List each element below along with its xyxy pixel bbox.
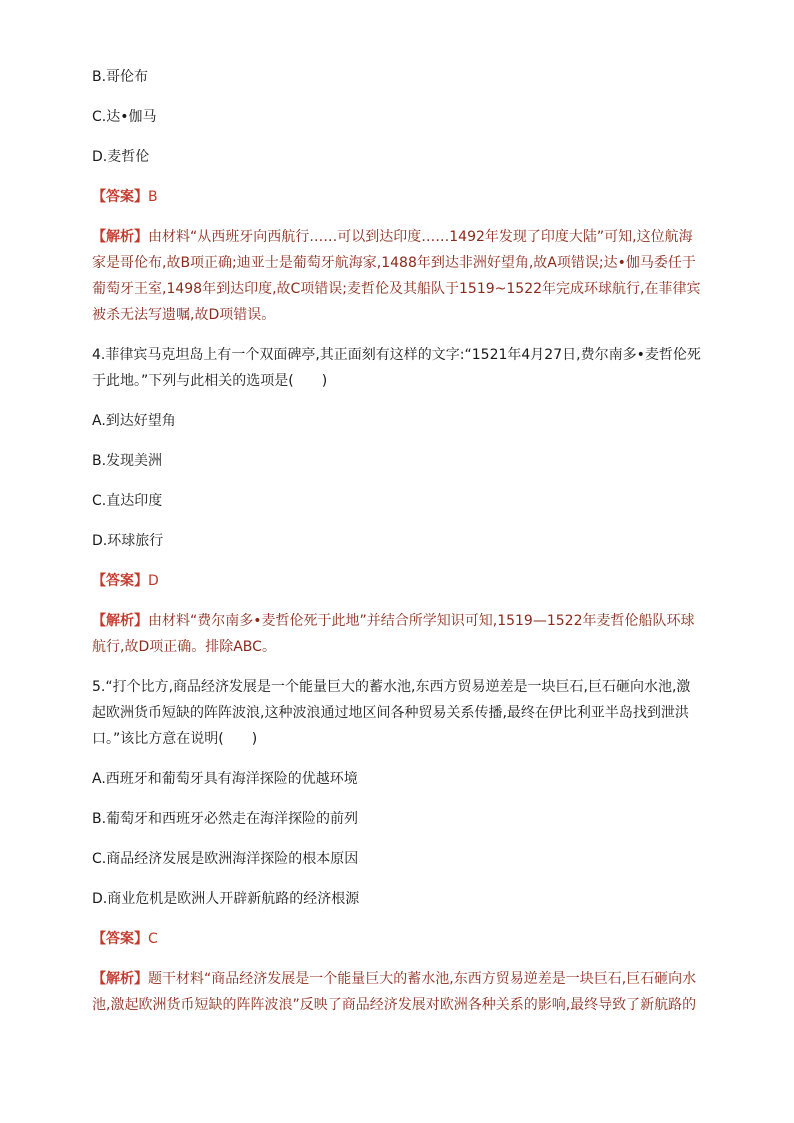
- explanation-text: 由材料“费尔南多•麦哲伦死于此地”并结合所学知识可知,1519—1522年麦哲伦船队环球航行,故D项正确。排除ABC。: [92, 613, 695, 655]
- answer-value: D: [148, 573, 159, 589]
- q4-option-b: B.发现美洲: [92, 453, 163, 469]
- q3-answer: [92, 184, 704, 210]
- q4-explanation: [92, 608, 704, 660]
- q4-option-d: D.环球旅行: [92, 533, 164, 549]
- q4-answer: [92, 568, 704, 594]
- answer-tag: 【答案】: [92, 931, 148, 947]
- q5-explanation: [92, 966, 704, 1018]
- answer-tag: 【答案】: [92, 573, 148, 589]
- explanation-tag: 【解析】: [92, 229, 148, 245]
- q4-option-a: A.到达好望角: [92, 413, 176, 429]
- explanation-text: 题干材料“商品经济发展是一个能量巨大的蓄水池,东西方贸易逆差是一块巨石,巨石砸向水池,激起欧洲货币短缺的阵阵波浪”反映了商品经济发展对欧洲各种关系的影响,最终导致了新航路的: [92, 971, 697, 1013]
- answer-tag: 【答案】: [92, 189, 148, 205]
- explanation-text: 由材料“从西班牙向西航行……可以到达印度……1492年发现了印度大陆”可知,这位航海家是哥伦布,故B项正确;迪亚士是葡萄牙航海家,1488年到达非洲好望角,故A项错误;达•伽马委任于葡萄牙王室,1498年到达印度,故C项错误;麦哲伦及其船队于1519~1522年完成环球航行,在菲律宾被杀无法写遗嘱,故D项错误。: [92, 229, 701, 323]
- q4-option-c: C.直达印度: [92, 493, 163, 509]
- q5-stem: 5.“打个比方,商品经济发展是一个能量巨大的蓄水池,东西方贸易逆差是一块巨石,巨石砸向水池,激起欧洲货币短缺的阵阵波浪,这种波浪通过地区间各种贸易关系传播,最终在伊比利亚半岛找到泄洪口。”该比方意在说明( ): [92, 679, 691, 747]
- explanation-tag: 【解析】: [92, 613, 148, 629]
- answer-value: B: [148, 189, 158, 205]
- q5-option-b: B.葡萄牙和西班牙必然走在海洋探险的前列: [92, 811, 359, 827]
- q5-option-a: A.西班牙和葡萄牙具有海洋探险的优越环境: [92, 771, 358, 787]
- explanation-tag: 【解析】: [92, 971, 148, 987]
- q5-option-d: D.商业危机是欧洲人开辟新航路的经济根源: [92, 891, 360, 907]
- q4-stem: 4.菲律宾马克坦岛上有一个双面碑亭,其正面刻有这样的文字:“1521年4月27日,费尔南多•麦哲伦死于此地。”下列与此相关的选项是( ): [92, 347, 701, 389]
- q5-option-c: C.商品经济发展是欧洲海洋探险的根本原因: [92, 851, 359, 867]
- q3-option-b: B.哥伦布: [92, 69, 149, 85]
- q3-explanation: [92, 224, 704, 328]
- answer-value: C: [148, 931, 158, 947]
- document-content: [92, 64, 704, 1032]
- q5-answer: [92, 926, 704, 952]
- q3-option-d: D.麦哲伦: [92, 149, 150, 165]
- q3-option-c: C.达•伽马: [92, 109, 157, 125]
